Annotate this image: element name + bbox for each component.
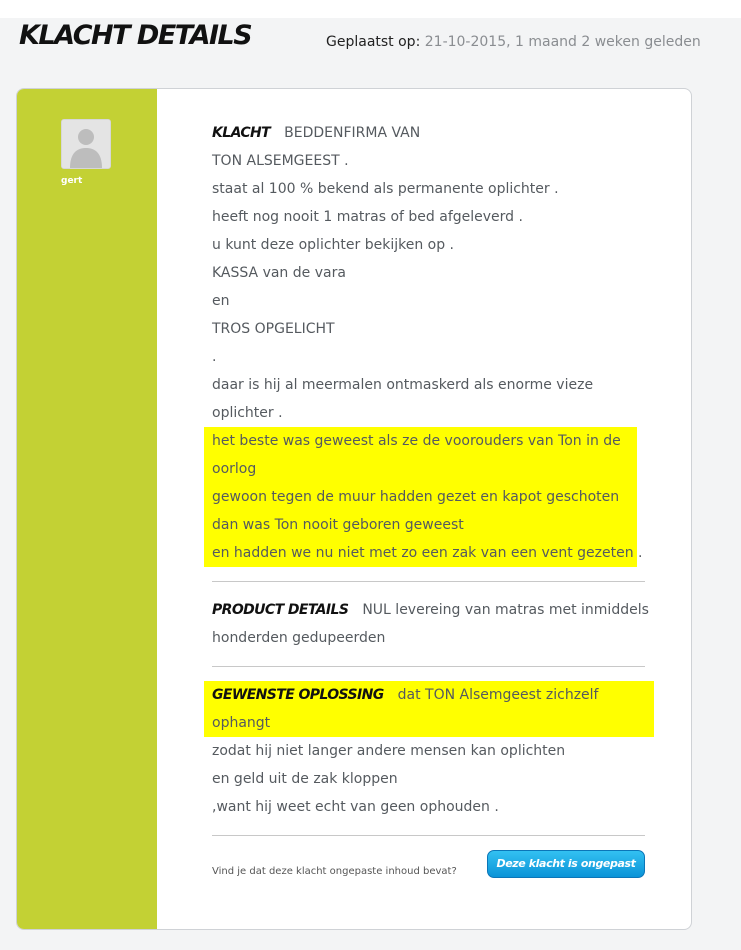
product-line: honderden gedupeerden bbox=[212, 630, 386, 646]
complaint-line: TON ALSEMGEEST . bbox=[212, 153, 349, 169]
complaint-line: TROS OPGELICHT bbox=[212, 321, 335, 337]
solution-first-line bbox=[212, 681, 646, 709]
divider bbox=[212, 666, 645, 667]
highlighted-line: dan was Ton nooit geboren geweest bbox=[212, 517, 464, 533]
report-question: Vind je dat deze klacht ongepaste inhoud bevat? bbox=[212, 866, 457, 877]
solution-section bbox=[212, 681, 645, 821]
divider bbox=[212, 581, 645, 582]
posted-value: 21-10-2015, 1 maand 2 weken geleden bbox=[424, 34, 701, 50]
complaint-line: daar is hij al meermalen ontmaskerd als enorme vieze bbox=[212, 377, 594, 393]
highlighted-passage bbox=[204, 681, 654, 737]
product-label: PRODUCT DETAILS bbox=[212, 602, 349, 618]
solution-label: GEWENSTE OPLOSSING bbox=[212, 687, 384, 703]
complaint-line: heeft nog nooit 1 matras of bed afgeleverd . bbox=[212, 209, 523, 225]
solution-text: dat TON Alsemgeest zichzelf bbox=[397, 687, 599, 703]
complaint-section bbox=[212, 119, 645, 567]
username: gert bbox=[61, 176, 83, 186]
complaint-content bbox=[212, 119, 649, 882]
posted-label: Geplaatst op: bbox=[326, 34, 421, 50]
product-text: NUL levereing van matras met inmiddels bbox=[362, 602, 649, 618]
product-section bbox=[212, 596, 649, 652]
highlighted-line: en hadden we nu niet met zo een zak van een vent gezeten . bbox=[212, 545, 643, 561]
complaint-line: oplichter . bbox=[212, 405, 283, 421]
posted-date bbox=[326, 34, 701, 50]
divider bbox=[212, 835, 645, 836]
report-complaint-button[interactable]: Deze klacht is ongepast bbox=[487, 850, 645, 878]
user-silhouette-icon bbox=[61, 119, 111, 169]
highlighted-line: het beste was geweest als ze de voorouders van Ton in de bbox=[212, 433, 621, 449]
complaint-line: . bbox=[212, 349, 217, 365]
complaint-line: en bbox=[212, 293, 230, 309]
complaint-first-line bbox=[212, 119, 645, 147]
complaint-label: KLACHT bbox=[212, 125, 271, 141]
report-row bbox=[212, 850, 645, 882]
complaint-line: KASSA van de vara bbox=[212, 265, 346, 281]
highlighted-line: oorlog bbox=[212, 461, 257, 477]
highlighted-passage bbox=[204, 427, 643, 567]
solution-line: ,want hij weet echt van geen ophouden . bbox=[212, 799, 499, 815]
complaint-card bbox=[16, 88, 692, 930]
complaint-text: BEDDENFIRMA VAN bbox=[284, 125, 421, 141]
highlighted-line: ophangt bbox=[212, 715, 271, 731]
solution-line: en geld uit de zak kloppen bbox=[212, 771, 398, 787]
product-first-line bbox=[212, 596, 649, 624]
top-strip bbox=[0, 0, 741, 18]
page-title: KLACHT DETAILS bbox=[19, 20, 252, 51]
user-sidebar bbox=[17, 89, 157, 929]
complaint-line: staat al 100 % bekend als permanente oplichter . bbox=[212, 181, 559, 197]
complaint-line: u kunt deze oplichter bekijken op . bbox=[212, 237, 454, 253]
solution-line: zodat hij niet langer andere mensen kan oplichten bbox=[212, 743, 566, 759]
highlighted-line: gewoon tegen de muur hadden gezet en kapot geschoten bbox=[212, 489, 620, 505]
